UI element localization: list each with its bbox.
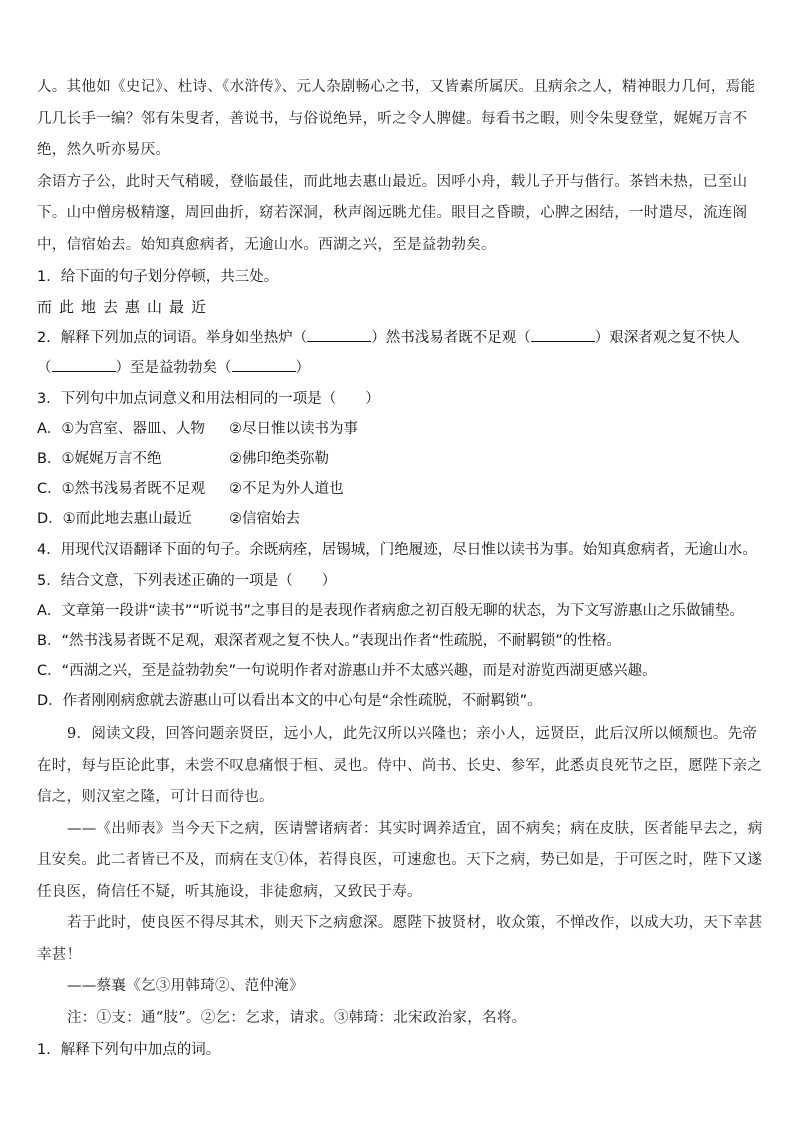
question-3-option [37, 504, 767, 534]
option-part-2: ②尽日惟以读书为事 [229, 421, 358, 437]
option-part-1: B．①娓娓万言不绝 [37, 451, 162, 467]
passage-paragraph: ——《出师表》当今天下之病，医请譬诸病者：其实时调养适宜，固不病矣；病在皮肤，医者能早去之，病且安矣。此二者皆已不及，而病在支①体，若得良医，可速愈也。天下之病，势已如是，于可医之时，陛下又遂任良医，倚信任不疑，听其施设，非徒愈病，又致民于寿。 [37, 820, 763, 900]
question-3-option [37, 414, 767, 444]
passage-paragraph: 人。其他如《史记》、杜诗、《水浒传》、元人杂剧畅心之书，又皆素所属厌。且病余之人，精神眼力几何，焉能几几长手一编？邻有朱叟者，善说书，与俗说绝异，听之令人脾健。每看书之暇，则令朱叟登堂，娓娓万言不绝，然久听亦易厌。 [37, 79, 756, 158]
question-2-text: ）然书浅易者既不足观（ [371, 330, 531, 346]
option-part-2: ②佛印绝类弥勒 [229, 451, 329, 467]
answer-blank[interactable] [52, 357, 116, 372]
question-3: 3．下列句中加点词意义和用法相同的一项是（ ） [37, 391, 380, 407]
question-5: 5．结合文意，下列表述正确的一项是（ ） [37, 573, 337, 589]
passage-note: 注：①支：通“肢”。②乞：乞求，请求。③韩琦：北宋政治家，名将。 [67, 1009, 527, 1026]
question-3-option [37, 474, 767, 504]
question-2 [37, 323, 767, 353]
answer-blank[interactable] [531, 327, 595, 342]
option-part-2: ②不足为外人道也 [229, 481, 344, 497]
passage-source: ——蔡襄《乞③用韩琦②、范仲淹》 [67, 978, 304, 994]
question-2-text: ）至是益勃勃矣（ [115, 360, 232, 376]
question-3-option [37, 444, 767, 474]
option-part-1: A．①为宫室、器皿、人物 [37, 421, 205, 437]
question-2-text: ）艰深者观之复不快人 [594, 330, 740, 346]
option-part-1: D．①而此地去惠山最近 [37, 511, 192, 527]
question-5-option-c: C．“西湖之兴，至是益勃勃矣”一句说明作者对游惠山并不太感兴趣，而是对游览西湖更感兴趣。 [37, 663, 657, 679]
question-2-text: ） [295, 360, 310, 376]
question-1-sentence: 而此地去惠山最近 [37, 298, 214, 316]
question-5-option-b: B．“然书浅易者既不足观，艰深者观之复不快人。”表现出作者“性疏脱，不耐羁锁”的性格。 [37, 633, 621, 649]
passage-paragraph: 余语方子公，此时天气稍暖，登临最佳，而此地去惠山最近。因呼小舟，载儿子开与偕行。茶铛未热，已至山下。山中僧房极精邃，周回曲折，窈若深洞，秋声阁远眺尤佳。眼目之昏瞆，心脾之困结，一时遣尽，流连阁中，信宿始去。始知真愈病者，无逾山水。西湖之兴，至是益勃勃矣。 [37, 173, 748, 253]
passage-paragraph: 9．阅读文段，回答问题亲贤臣，远小人，此先汉所以兴隆也；亲小人，远贤臣，此后汉所以倾颓也。先帝在时，每与臣论此事，未尝不叹息痛恨于桓、灵也。侍中、尚书、长史、参军，此悉贞良死节之臣，愿陛下亲之信之，则汉室之隆，可计日而待也。 [37, 726, 763, 805]
question-1: 1．给下面的句子划分停顿，共三处。 [37, 269, 279, 285]
answer-blank[interactable] [307, 327, 371, 342]
question-2-continued [37, 353, 767, 383]
option-part-1: C．①然书浅易者既不足观 [37, 481, 206, 497]
option-part-2: ②信宿始去 [229, 511, 300, 527]
question-5-option-d: D．作者刚刚病愈就去游惠山可以看出本文的中心句是“余性疏脱，不耐羁锁”。 [37, 693, 542, 709]
question-2-text: 2．解释下列加点的词语。举身如坐热炉（ [37, 330, 308, 346]
document-page [37, 72, 767, 1065]
passage-paragraph: 若于此时，使良医不得尽其术，则天下之病愈深。愿陛下披贤材，收众策，不惮改作，以成大功，天下幸甚幸甚！ [37, 915, 763, 963]
question-2-text: （ [37, 360, 52, 376]
question-2-1: 1．解释下列句中加点的词。 [37, 1042, 221, 1058]
answer-blank[interactable] [232, 357, 296, 372]
question-5-option-a: A．文章第一段讲“读书”“听说书”之事目的是表现作者病愈之初百般无聊的状态，为下文写游惠山之乐做铺垫。 [37, 603, 744, 619]
question-4: 4．用现代汉语翻译下面的句子。余既病痊，居锡城，门绝履迹，尽日惟以读书为事。始知真愈病者，无逾山水。 [37, 542, 757, 558]
